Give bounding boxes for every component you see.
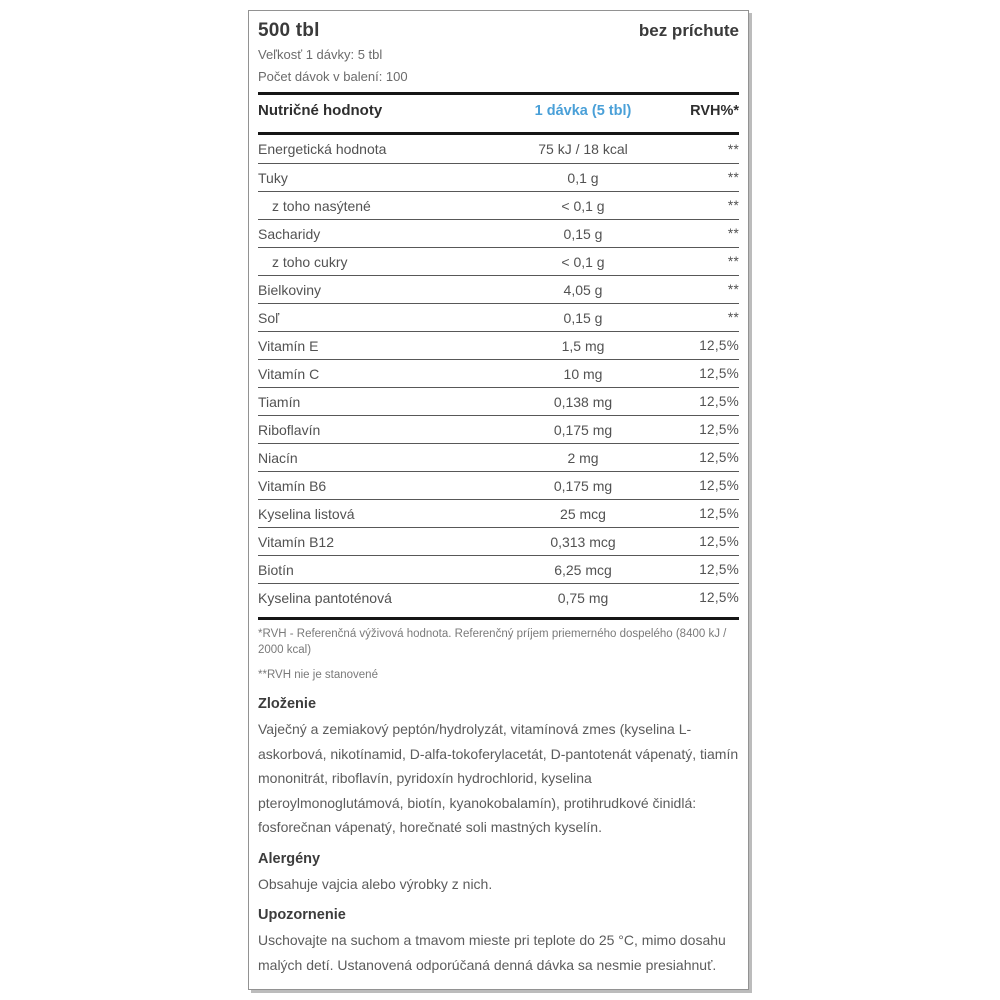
nutrient-name: Vitamín C (258, 365, 320, 382)
nutrient-name: Vitamín E (258, 337, 319, 354)
nutrient-name: z toho cukry (272, 253, 348, 270)
nutrient-value: 0,138 mg (553, 393, 613, 410)
nutrient-rvh: ** (727, 254, 739, 269)
column-serving: 1 dávka (5 tbl) (534, 102, 632, 119)
nutrient-name: Tuky (258, 169, 288, 186)
nutrient-value: < 0,1 g (561, 253, 605, 270)
nutrient-name: Tiamín (258, 393, 301, 410)
section-text: Obsahuje vajcia alebo výrobky z nich. (258, 875, 493, 892)
table-row (258, 583, 739, 611)
section-heading: Zloženie (258, 696, 317, 712)
table-row (258, 499, 739, 527)
table-row (258, 359, 739, 387)
table-header-row (258, 95, 739, 126)
footnote: *RVH - Referenčná výživová hodnota. Referenčný príjem priemerného dospelého (8400 kJ / 2000 kcal) (258, 628, 727, 656)
table-row (258, 275, 739, 303)
nutrient-name: Bielkoviny (258, 281, 322, 298)
section-heading: Alergény (258, 850, 321, 867)
nutrient-rvh: ** (727, 226, 739, 241)
section-text: Vaječný a zemiakový peptón/hydrolyzát, vitamínová zmes (kyselina L-askorbová, nikotínamid, D-alfa-tokoferylacetát, D-pantotenát vápenatý, tiamín mononitrát, riboflavín, pyridoxín hydrochlorid, kyselina pteroylmonoglutámová, biotín, kyanokobalamín), protihrudkové činidlá: fosforečnan vápenatý, horečnaté soli mastných kyselín. (258, 721, 739, 835)
nutrient-name: Sacharidy (258, 225, 321, 242)
column-nutrition-values: Nutričné hodnoty (258, 102, 383, 119)
nutrient-rvh: 12,5% (699, 450, 739, 465)
table-row (258, 443, 739, 471)
nutrition-table (258, 135, 739, 611)
table-row (258, 471, 739, 499)
table-row (258, 415, 739, 443)
nutrient-name: Vitamín B6 (258, 477, 327, 494)
nutrient-rvh: ** (727, 170, 739, 185)
nutrition-label (248, 10, 749, 990)
nutrient-rvh: 12,5% (699, 338, 739, 353)
label-header (258, 20, 739, 42)
text-section (258, 694, 739, 840)
product-size: 500 tbl (258, 20, 320, 41)
table-row (258, 135, 739, 163)
section-heading: Upozornenie (258, 907, 346, 923)
nutrient-name: Riboflavín (258, 421, 321, 438)
table-row (258, 331, 739, 359)
nutrient-rvh: 12,5% (699, 394, 739, 409)
nutrient-rvh: 12,5% (699, 562, 739, 577)
nutrient-rvh: 12,5% (699, 534, 739, 549)
nutrient-rvh: 12,5% (699, 478, 739, 493)
nutrient-rvh: 12,5% (699, 506, 739, 521)
text-section (258, 905, 739, 977)
table-row (258, 555, 739, 583)
table-row (258, 527, 739, 555)
column-rvh: RVH%* (690, 102, 739, 119)
nutrient-rvh: ** (727, 310, 739, 325)
nutrient-name: Vitamín B12 (258, 533, 335, 550)
nutrient-name: Energetická hodnota (258, 141, 387, 157)
table-row (258, 219, 739, 247)
table-row (258, 163, 739, 191)
nutrient-rvh: 12,5% (699, 422, 739, 437)
nutrient-name: Biotín (258, 561, 294, 578)
table-row (258, 247, 739, 275)
table-row (258, 191, 739, 219)
nutrient-rvh: ** (727, 141, 739, 157)
nutrient-name: Niacín (258, 449, 298, 466)
nutrient-value: < 0,1 g (561, 197, 605, 214)
nutrient-value: 0,313 mcg (550, 533, 616, 550)
nutrient-name: Kyselina listová (258, 505, 355, 522)
nutrient-value: 6,25 mcg (554, 561, 612, 578)
nutrient-value: 75 kJ / 18 kcal (538, 141, 628, 157)
footnote: **RVH nie je stanovené (258, 669, 378, 681)
serving-size: Veľkosť 1 dávky: 5 tbl (258, 47, 383, 62)
nutrient-value: 0,15 g (563, 309, 603, 326)
nutrient-value: 25 mcg (560, 505, 606, 522)
nutrient-rvh: 12,5% (699, 590, 739, 605)
nutrient-name: z toho nasýtené (272, 197, 371, 214)
footnotes (258, 620, 739, 685)
nutrient-value: 1,5 mg (561, 337, 605, 354)
servings-per-pack: Počet dávok v balení: 100 (258, 69, 408, 84)
nutrient-rvh: 12,5% (699, 366, 739, 381)
nutrient-name: Kyselina pantoténová (258, 589, 392, 606)
nutrient-value: 0,1 g (567, 169, 599, 186)
nutrient-rvh: ** (727, 198, 739, 213)
nutrient-value: 10 mg (563, 365, 603, 382)
table-row (258, 303, 739, 331)
nutrient-rvh: ** (727, 282, 739, 297)
section-text: Uschovajte na suchom a tmavom mieste pri teplote do 25 °C, mimo dosahu malých detí. Ustanovená odporúčaná denná dávka sa nesmie presiahnuť. (258, 932, 726, 973)
nutrient-value: 0,75 mg (557, 589, 609, 606)
text-section (258, 849, 739, 897)
nutrient-value: 2 mg (567, 449, 599, 466)
nutrient-name: Soľ (258, 309, 280, 326)
nutrient-value: 4,05 g (563, 281, 603, 298)
product-flavor: bez príchute (638, 21, 739, 40)
nutrient-value: 0,175 mg (553, 421, 613, 438)
table-row (258, 387, 739, 415)
nutrient-value: 0,15 g (563, 225, 603, 242)
nutrient-value: 0,175 mg (553, 477, 613, 494)
text-sections (258, 694, 739, 977)
